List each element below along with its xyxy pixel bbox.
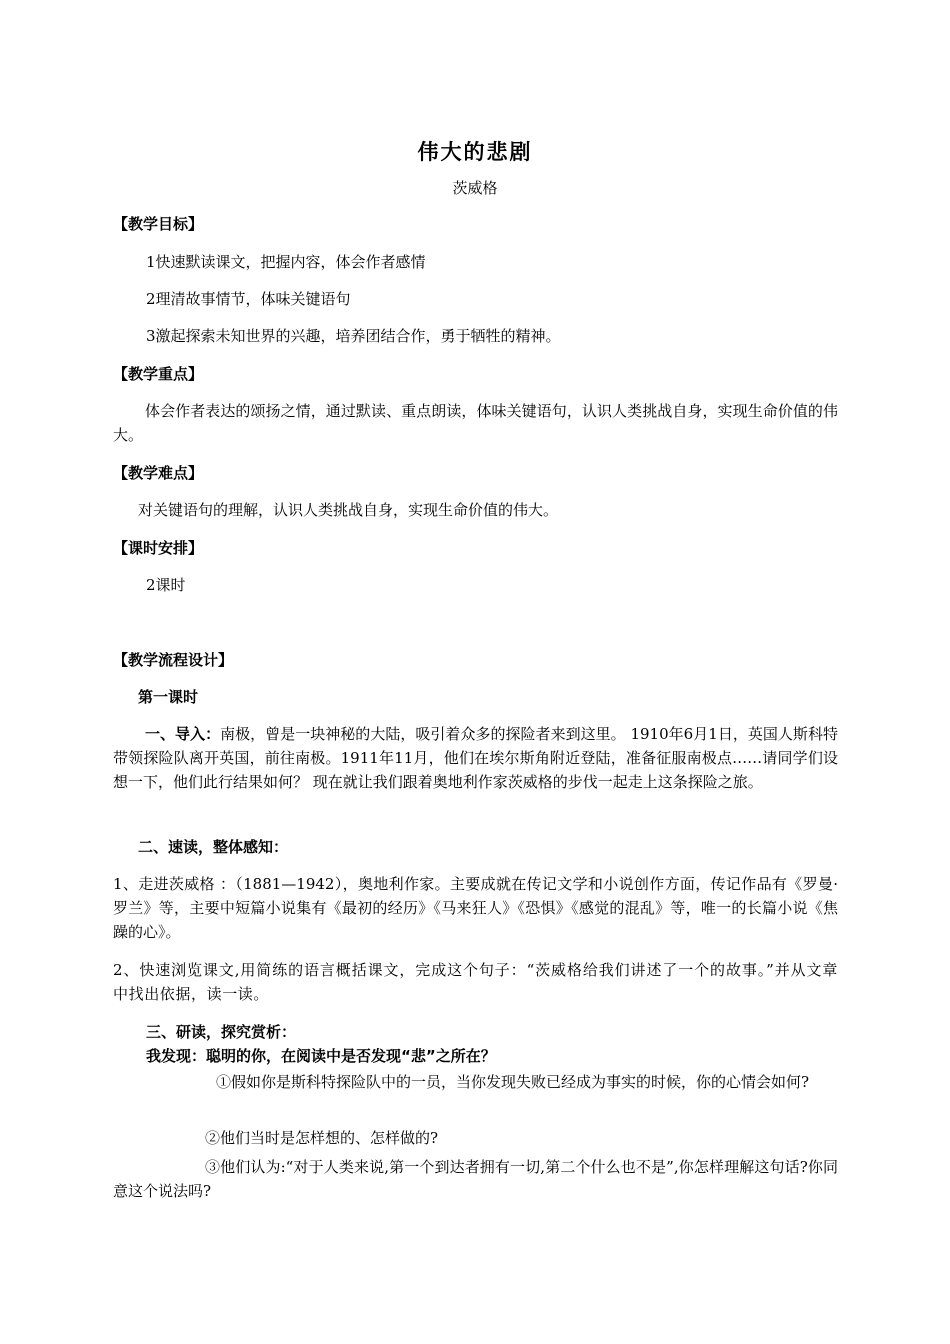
focus-heading: 【教学重点】 [113,365,204,383]
difficulty-heading: 【教学难点】 [113,464,204,482]
intro-label: 一、导入： [145,725,221,743]
difficulty-text: 对关键语句的理解，认识人类挑战自身，实现生命价值的伟大。 [138,501,559,519]
goal-item-3: 3激起探索未知世界的兴趣，培养团结合作，勇于牺牲的精神。 [146,327,561,345]
goal-item-2: 2理清故事情节，体味关键语句 [146,290,351,308]
item-2-paragraph: 2、快速浏览课文,用简练的语言概括课文，完成这个句子：“茨威格给我们讲述了一个的故事。”并从文章中找出依据，读一读。 [113,961,838,1003]
author-name: 茨威格 [452,179,498,197]
question-1: ①假如你是斯科特探险队中的一员，当你发现失败已经成为事实的时候，你的心情会如何? [216,1073,810,1091]
goal-item-1: 1快速默读课文，把握内容，体会作者感情 [146,253,426,271]
discover-line: 我发现：聪明的你，在阅读中是否发现“悲”之所在？ [146,1047,496,1065]
focus-text: 体会作者表达的颂扬之情，通过默读、重点朗读，体味关键语句，认识人类挑战自身，实现生命价值的伟大。 [113,402,838,444]
intro-text: 南极，曾是一块神秘的大陆，吸引着众多的探险者来到这里。 1910年6月1日，英国人斯科特带领探险队离开英国，前往南极。1911年11月，他们在埃尔斯角附近登陆，准备征服南极点……请同学们设想一下，他们此行结果如何？ 现在就让我们跟着奥地利作家茨威格的步伐一起走上这条探险之旅。 [113,725,838,791]
schedule-text: 2课时 [146,576,186,594]
page-title: 伟大的悲剧 [417,140,533,164]
question-2: ②他们当时是怎样想的、怎样做的? [205,1129,439,1147]
lesson-title: 第一课时 [138,688,199,706]
intro-paragraph [113,722,838,794]
section-2-heading: 二、速读，整体感知： [138,838,289,856]
section-3-heading: 三、研读，探究赏析： [146,1023,297,1041]
schedule-heading: 【课时安排】 [113,539,204,557]
flow-heading: 【教学流程设计】 [113,651,234,669]
question-3: ③他们认为:“对于人类来说,第一个到达者拥有一切,第二个什么也不是”,你怎样理解这句话?你同意这个说法吗? [113,1158,838,1200]
goals-heading: 【教学目标】 [113,215,204,233]
item-1-paragraph: 1、走进茨威格 ：（1881—1942），奥地利作家。主要成就在传记文学和小说创作方面，传记作品有《罗曼·罗兰》等，主要中短篇小说集有《最初的经历》《马来狂人》《恐惧》《感觉的混乱》等，唯一的长篇小说《焦躁的心》。 [113,875,838,941]
